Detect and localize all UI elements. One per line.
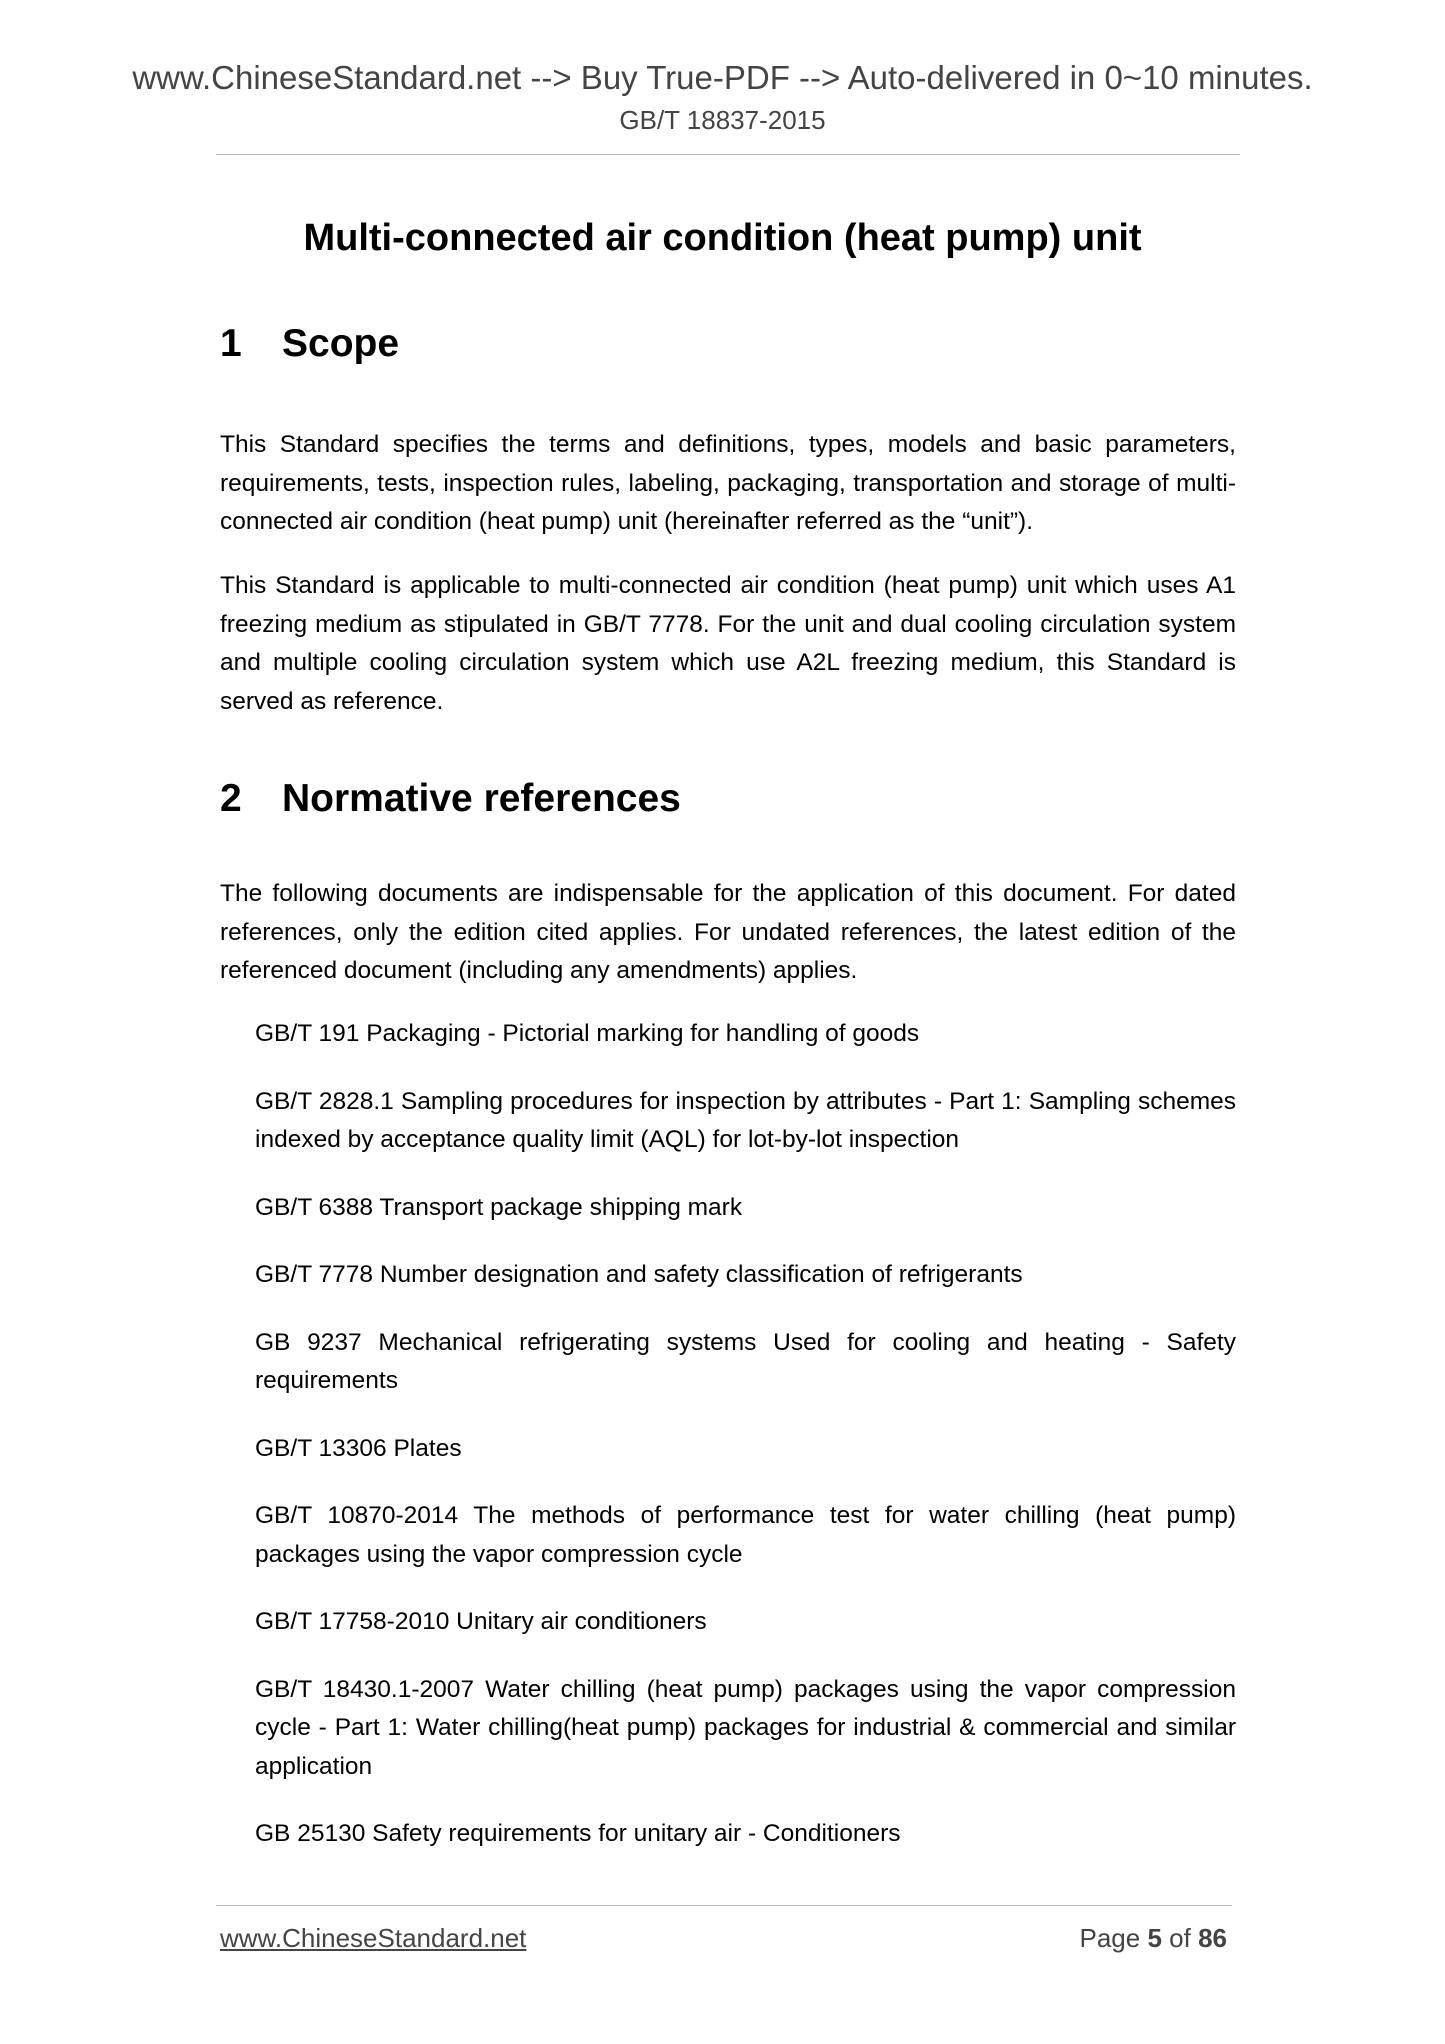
current-page-number: 5: [1147, 1923, 1162, 1953]
reference-item: GB/T 18430.1-2007 Water chilling (heat pump) packages using the vapor compression cycle - Part 1: Water chilling(heat pump) packages for industrial & commercial and similar application: [255, 1675, 1236, 1780]
section-title: Scope: [282, 322, 400, 365]
page-indicator: [1079, 1922, 1227, 1954]
reference-item: GB/T 6388 Transport package shipping mark: [255, 1193, 743, 1221]
reference-item: GB/T 13306 Plates: [255, 1434, 462, 1462]
section-number: 2: [220, 777, 242, 820]
references-intro-paragraph: The following documents are indispensable for the application of this document. For dated references, only the edition cited applies. For undated references, the latest edition of the referenced document (including any amendments) applies.: [220, 880, 1236, 984]
standard-code: GB/T 18837-2015: [619, 105, 826, 135]
page-label: Page: [1079, 1923, 1141, 1953]
reference-item: GB/T 2828.1 Sampling procedures for inspection by attributes - Part 1: Sampling schemes indexed by acceptance quality limit (AQL) for lot-by-lot inspection: [255, 1087, 1236, 1153]
page-of-label: of: [1169, 1923, 1191, 1953]
reference-item: GB/T 7778 Number designation and safety classification of refrigerants: [255, 1261, 1023, 1288]
section-heading-normative-references: [220, 776, 681, 822]
document-title: Multi-connected air condition (heat pump) unit: [303, 217, 1142, 259]
reference-item: GB/T 191 Packaging - Pictorial marking for handling of goods: [255, 1020, 920, 1047]
reference-item: GB 9237 Mechanical refrigerating systems Used for cooling and heating - Safety requirements: [255, 1328, 1236, 1394]
reference-item: GB/T 17758-2010 Unitary air conditioners: [255, 1608, 707, 1635]
total-page-count: 86: [1198, 1923, 1227, 1953]
footer-site-link[interactable]: www.ChineseStandard.net: [220, 1923, 527, 1953]
reference-item: GB/T 10870-2014 The methods of performance test for water chilling (heat pump) packages using the vapor compression cycle: [255, 1502, 1236, 1568]
site-banner: www.ChineseStandard.net --> Buy True-PDF --> Auto-delivered in 0~10 minutes.: [132, 59, 1313, 96]
footer-divider: [216, 1905, 1232, 1906]
normative-reference-list: [255, 1015, 1236, 1883]
section-heading-scope: [220, 321, 399, 367]
reference-item: GB 25130 Safety requirements for unitary air - Conditioners: [255, 1820, 901, 1847]
section-title: Normative references: [282, 777, 681, 820]
header-divider: [216, 154, 1240, 155]
section-number: 1: [220, 322, 242, 365]
scope-paragraph-1: This Standard specifies the terms and definitions, types, models and basic parameters, requirements, tests, inspection rules, labeling, packaging, transportation and storage of multi-connected air condition (heat pump) unit (hereinafter referred as the “unit”).: [220, 431, 1236, 535]
scope-paragraph-2: This Standard is applicable to multi-connected air condition (heat pump) unit which uses A1 freezing medium as stipulated in GB/T 7778. For the unit and dual cooling circulation system and multiple cooling circulation system which use A2L freezing medium, this Standard is served as reference.: [220, 572, 1236, 715]
